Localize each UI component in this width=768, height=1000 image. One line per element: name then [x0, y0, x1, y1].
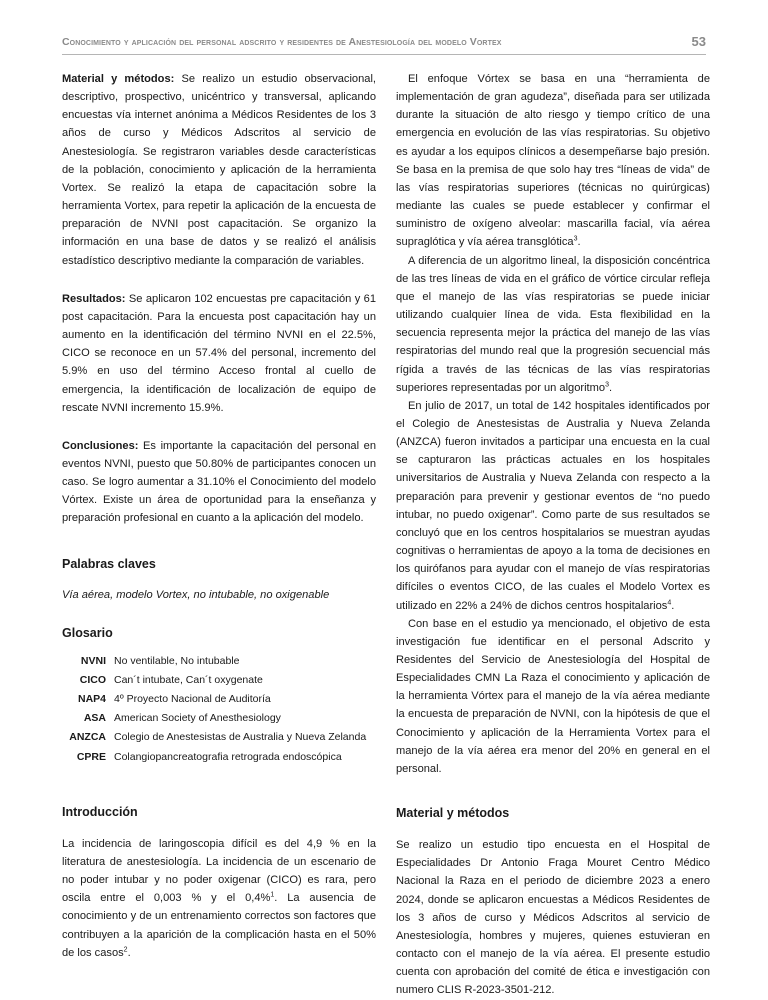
vortex-end: . — [577, 236, 581, 249]
vortex-text: El enfoque Vórtex se basa en una “herramienta de implementación de gran agudeza”, diseñada para ser utilizada durante la situación de alto riesgo y tiempo crítico de una emergencia en evolución de las vías respiratorias. Su objetivo es ayudar a los equipos clínicos a desempeñarse bajo presión. Se basa en la premisa de que solo hay tres “líneas de vida” de las vías respiratorias superiores (técnicas no quirúrgicas) mediante las cuales se puede establecer y confirmar el suministro de oxígeno alveolar: mascarilla facial, vía aérea supraglótica y vía aérea transglótica — [396, 73, 710, 249]
material-paragraph — [62, 70, 376, 270]
methods-heading: Material y métodos — [396, 806, 510, 821]
glossary-abbr: ANZCA — [69, 731, 106, 744]
algorithm-text: A diferencia de un algoritmo lineal, la disposición concéntrica de las tres líneas de vida en el gráfico de vórtice circular refleja que el manejo de las vías respiratorias se puede iniciar utilizando cualquier línea de vida. Esta flexibilidad en la secuencia representa mejor la práctica del manejo de las vías respiratorias del mundo real que la progresión secuencial más rígida a través de las técnicas de las vías respiratorias superiores representadas por un algoritmo — [396, 254, 710, 394]
methods-paragraph: Se realizo un estudio tipo encuesta en el Hospital de Especialidades Dr Antonio Fraga Mouret Centro Médico Nacional la Raza en el periodo de diciembre 2023 a enero 2024, donde se aplicaron encuestas a Médicos Residentes de los 3 años de curso y Médicos Adscritos al servicio de Anestesiología, hombres y mujeres, quienes estuvieran en contacto con el manejo de la vía aérea. El presente estudio cuenta con aprobación del comité de ética e investigación con numero CLIS R-2023-3501-212. — [396, 839, 710, 997]
intro-end: . — [127, 946, 131, 959]
glossary-def: Colangiopancreatografia retrograda endoscópica — [114, 750, 342, 763]
glossary-row — [62, 671, 376, 690]
glossary-row — [62, 709, 376, 728]
anzca-end: . — [671, 599, 675, 612]
glossary-abbr: ASA — [83, 712, 106, 725]
material-label: Material y métodos: — [62, 73, 175, 85]
intro-text: La incidencia de laringoscopia difícil es del 4,9 % en la literatura de anestesiología. La incidencia de un escenario de no poder intubar y no poder oxigenar (CICO) es rara, pero oscila entre el 0,003 % y el 0,4% — [62, 837, 376, 905]
intro-paragraph — [62, 835, 376, 962]
glossary-list — [62, 652, 376, 767]
results-paragraph — [62, 290, 376, 417]
citation-4: 4 — [667, 598, 672, 606]
glossary-row — [62, 728, 376, 747]
glossary-def: Colegio de Anestesistas de Australia y Nueva Zelanda — [114, 731, 367, 744]
glossary-def: Can´t intubate, Can´t oxygenate — [114, 673, 263, 686]
glossary-row — [62, 690, 376, 709]
citation-2: 2 — [123, 946, 128, 954]
page-number: 53 — [691, 34, 706, 49]
conclusions-text: Es importante la capacitación del personal en eventos NVNI, puesto que 50.80% de participantes conocen un caso. Se logro aumentar a 31.10% el Conocimiento del modelo Vórtex. Existe un área de oportunidad para la enseñanza y preparación profesional en cuanto a la aplicación del modelo. — [62, 439, 376, 525]
glossary-def: No ventilable, No intubable — [114, 654, 240, 667]
glossary-row — [62, 652, 376, 671]
algorithm-paragraph — [396, 252, 710, 397]
right-column — [396, 70, 710, 1000]
glossary-abbr: CPRE — [76, 750, 106, 763]
header-title: Conocimiento y aplicación del personal adscrito y residentes de Anestesiología del modelo Vortex — [62, 36, 502, 48]
intro-heading: Introducción — [62, 804, 138, 819]
keywords-text: Vía aérea, modelo Vortex, no intubable, no oxigenable — [62, 588, 330, 601]
vortex-paragraph — [396, 70, 710, 252]
glossary-heading: Glosario — [62, 625, 113, 640]
glossary-def: 4º Proyecto Nacional de Auditoría — [114, 693, 271, 705]
anzca-paragraph — [396, 397, 710, 615]
running-header — [62, 34, 706, 55]
left-column — [62, 70, 376, 962]
conclusions-paragraph — [62, 437, 376, 528]
glossary-def: American Society of Anesthesiology — [114, 712, 281, 725]
results-text: Se aplicaron 102 encuestas pre capacitación y 61 post capacitación. Para la encuesta post capacitación hay un aumento en la identificación del término NVNI en el 22.5%, CICO se reconoce en un 57.4% del personal, incremento del 5.9% en uso del término Acceso frontal al cuello de emergencia, la identificación de localización de equipo de rescate NVNI incremento 15.9%. — [62, 292, 376, 414]
glossary-abbr: NAP4 — [77, 693, 106, 705]
anzca-text: En julio de 2017, un total de 142 hospitales identificados por el Colegio de Anestesistas de Australia y Nueva Zelanda (ANZCA) fueron invitados a participar una encuesta en la cual se capturaron las prácticas actuales en los hospitales universitarios de Australia y Nueva Zelanda con respecto a la preparación para prevenir y gestionar eventos de “no puedo intubar, no puedo oxigenar”. Como parte de sus resultados se concluyó que en los centros hospitalarios se muestran ayudas cognitivas o herramientas de apoyo a la toma de decisiones en los quirófanos para ayudar con el manejo de vías respiratorias difíciles o eventos CICO, de las cuales el Modelo Vortex es utilizado en 22% a 24% de dichos centros hospitalarios — [396, 399, 710, 612]
citation-3: 3 — [573, 235, 578, 243]
results-label: Resultados: — [62, 292, 126, 305]
intro-text-2: . La ausencia de conocimiento y de un entrenamiento correctos son factores que contribuyen a la aparición de la complicación hasta en el 50% de los casos — [62, 892, 376, 959]
glossary-abbr: NVNI — [80, 654, 106, 667]
objective-paragraph: Con base en el estudio ya mencionado, el objetivo de esta investigación fue identificar en el personal Adscrito y Residentes del Servicio de Anestesiología del Hospital de Especialidades CMN La Raza el conocimiento y aplicación de la herramienta Vórtex para el manejo de la vía aérea mediante la encuesta de preparación de NVNI, con la hipótesis de que el Conocimiento y aplicación de la Herramienta Vortex para el manejo de la vía aérea era menor del 20% en general en el personal. — [396, 617, 710, 775]
glossary-row — [62, 748, 376, 767]
citation-3b: 3 — [605, 380, 609, 388]
citation-1: 1 — [270, 891, 275, 899]
keywords-heading: Palabras claves — [62, 556, 156, 571]
material-text: Se realizo un estudio observacional, descriptivo, prospectivo, unicéntrico y transversal, aplicando encuestas vía internet anónima a Médicos Residentes de los 3 años de curso y Médicos Adscritos al servicio de Anestesiología. Se registraron variables desde características de la población, conocimiento y aplicación de la herramienta Vortex. Se realizó la etapa de capacitación sobre la herramienta Vortex, para repetir la aplicación de la encuesta de preparación de NVNI post capacitación. Se organizo la información en una base de datos y se realizó el análisis estadístico descriptivo mediante la comparación de variables. — [62, 73, 376, 267]
algorithm-end: . — [608, 381, 613, 394]
glossary-abbr: CICO — [79, 673, 106, 686]
conclusions-label: Conclusiones: — [62, 439, 139, 452]
